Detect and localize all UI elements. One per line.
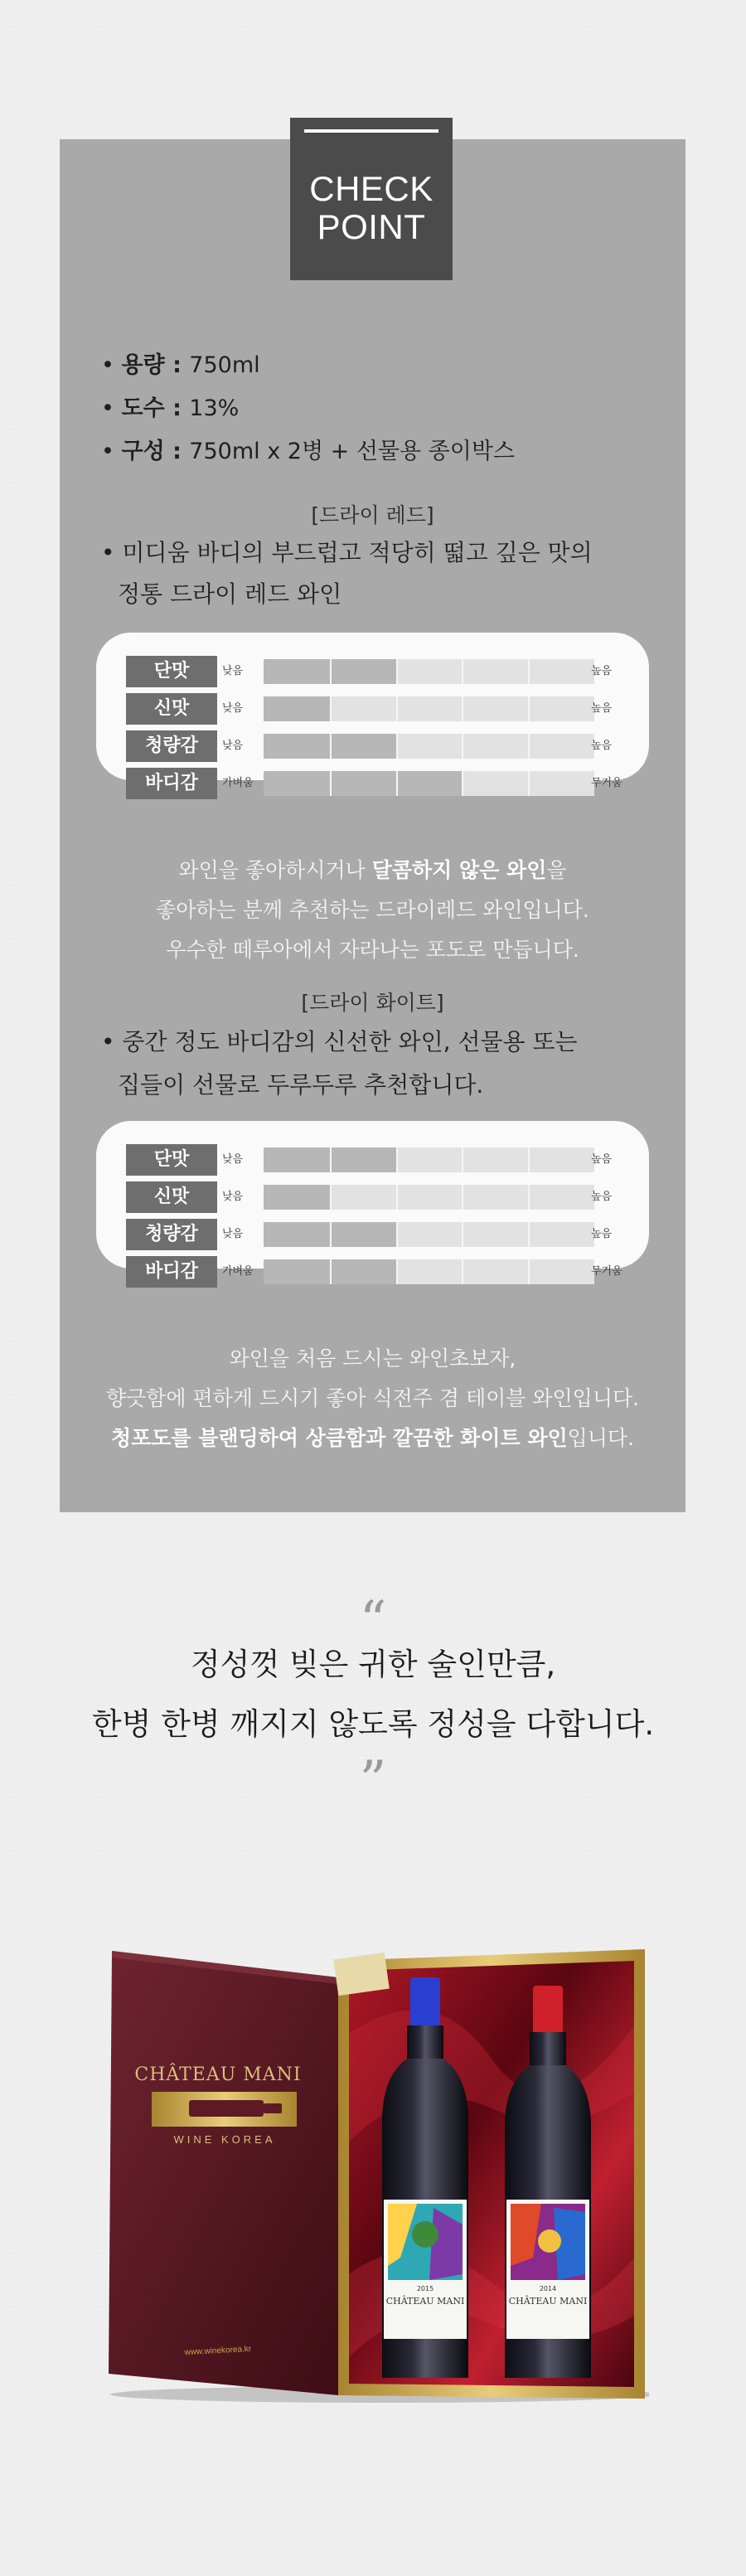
red-paragraph-line2: 좋아하는 분께 추천하는 드라이레드 와인입니다. (156, 898, 589, 922)
taste-bar-divider (528, 1185, 530, 1210)
white-desc-line2: 집들이 선물로 두루두루 추천합니다. (118, 1071, 484, 1099)
taste-row (126, 1256, 623, 1288)
white-paragraph-line1: 와인을 처음 드시는 와인초보자, (229, 1346, 516, 1370)
taste-bar-divider (330, 771, 332, 796)
taste-level-bar (264, 659, 594, 684)
taste-bar-divider (396, 696, 398, 721)
taste-row (126, 1181, 623, 1213)
taste-label: 단맛 (126, 1144, 217, 1176)
badge-bar (304, 129, 438, 133)
taste-level-bar (264, 1147, 594, 1172)
bottle-2-year: 2014 (539, 2285, 557, 2292)
white-desc-line1: • 중간 정도 바디감의 신선한 와인, 선물용 또는 (101, 1028, 578, 1055)
taste-bar-divider (528, 771, 530, 796)
taste-label: 신맛 (126, 693, 217, 725)
taste-high-label: 높음 (591, 702, 613, 715)
red-section-title: [드라이 레드] (311, 503, 434, 527)
taste-low-label: 가벼움 (222, 777, 254, 789)
quote-line1: 정성껏 빚은 귀한 술인만큼, (190, 1647, 556, 1682)
taste-high-label: 무거움 (591, 777, 622, 789)
taste-bar-divider (528, 1222, 530, 1247)
taste-low-label: 낮음 (222, 702, 244, 715)
badge-line2: POINT (317, 207, 426, 246)
box-brand-text: CHÂTEAU MANI (134, 2064, 302, 2085)
taste-bar-divider (330, 696, 332, 721)
spec-volume: • 용량 : 750ml (101, 352, 260, 378)
taste-bar-divider (396, 1222, 398, 1247)
bottle-1-brand: CHÂTEAU MANI (385, 2296, 465, 2307)
bottle-2-brand: CHÂTEAU MANI (508, 2296, 588, 2307)
taste-bar-divider (528, 696, 530, 721)
product-gift-box-image (102, 1926, 649, 2405)
box-sub-text: WINE KOREA (173, 2133, 276, 2146)
taste-bar-divider (330, 1185, 332, 1210)
taste-low-label: 낮음 (222, 665, 244, 677)
taste-bar-divider (462, 1259, 463, 1284)
open-quote-icon: “ (359, 1590, 387, 1652)
white-section-title: [드라이 화이트] (301, 991, 444, 1015)
check-point-panel (60, 139, 685, 1512)
taste-bar-divider (528, 1147, 530, 1172)
taste-high-label: 높음 (591, 740, 613, 752)
taste-row (126, 730, 623, 762)
taste-bar-divider (462, 1185, 463, 1210)
box-lid (109, 1951, 338, 2395)
taste-bar-divider (396, 771, 398, 796)
taste-level-fill (264, 696, 330, 721)
quote-line2: 한병 한병 깨지지 않도록 정성을 다합니다. (91, 1706, 655, 1742)
taste-bar-divider (462, 659, 463, 684)
taste-high-label: 높음 (591, 665, 613, 677)
taste-level-bar (264, 1222, 594, 1247)
taste-label: 바디감 (126, 1256, 217, 1288)
taste-level-bar (264, 1185, 594, 1210)
taste-bar-divider (528, 659, 530, 684)
taste-bar-divider (330, 1259, 332, 1284)
taste-bar-divider (528, 734, 530, 759)
taste-bar-divider (462, 696, 463, 721)
taste-label: 신맛 (126, 1181, 217, 1213)
red-taste-chart (96, 633, 649, 793)
taste-low-label: 낮음 (222, 1191, 244, 1203)
white-taste-chart (96, 1121, 649, 1282)
spec-abv: • 도수 : 13% (101, 395, 240, 421)
taste-low-label: 낮음 (222, 1228, 244, 1240)
taste-low-label: 낮음 (222, 740, 244, 752)
red-desc-line1: • 미디움 바디의 부드럽고 적당히 떫고 깊은 맛의 (101, 539, 593, 566)
taste-high-label: 무거움 (591, 1265, 622, 1278)
taste-level-bar (264, 771, 594, 796)
taste-bar-divider (330, 1147, 332, 1172)
taste-label: 청량감 (126, 730, 217, 762)
taste-bar-divider (330, 734, 332, 759)
taste-bar-divider (462, 734, 463, 759)
spec-composition: • 구성 : 750ml x 2병 + 선물용 종이박스 (101, 439, 515, 464)
box-url-text: www.winekorea.kr (184, 2344, 252, 2358)
taste-label: 단맛 (126, 656, 217, 687)
taste-level-bar (264, 696, 594, 721)
taste-level-bar (264, 1259, 594, 1284)
taste-level-fill (264, 771, 462, 796)
taste-label: 청량감 (126, 1219, 217, 1250)
red-paragraph-line1: 와인을 좋아하시거나 달콤하지 않은 와인을 (178, 858, 567, 882)
bottle-1-year: 2015 (416, 2285, 434, 2292)
taste-bar-divider (462, 1222, 463, 1247)
taste-bar-divider (396, 1259, 398, 1284)
taste-bar-divider (462, 771, 463, 796)
taste-bar-divider (462, 1147, 463, 1172)
taste-high-label: 높음 (591, 1228, 613, 1240)
taste-bar-divider (396, 659, 398, 684)
taste-label: 바디감 (126, 768, 217, 799)
white-paragraph-line3: 청포도를 블랜딩하여 상큼함과 깔끔한 화이트 와인입니다. (110, 1426, 635, 1450)
taste-low-label: 낮음 (222, 1153, 244, 1166)
box-tag (333, 1953, 390, 1996)
taste-level-bar (264, 734, 594, 759)
taste-high-label: 높음 (591, 1153, 613, 1166)
taste-row (126, 656, 623, 687)
taste-bar-divider (330, 659, 332, 684)
taste-bar-divider (528, 1259, 530, 1284)
white-paragraph-line2: 향긋함에 편하게 드시기 좋아 식전주 겸 테이블 와인입니다. (105, 1386, 640, 1410)
taste-bar-divider (396, 1147, 398, 1172)
taste-bar-divider (396, 1185, 398, 1210)
taste-level-fill (264, 1185, 330, 1210)
taste-bar-divider (330, 1222, 332, 1247)
taste-row (126, 768, 623, 799)
red-paragraph-line3: 우수한 떼루아에서 자라나는 포도로 만듭니다. (166, 938, 579, 962)
badge-line1: CHECK (309, 169, 434, 208)
taste-row (126, 693, 623, 725)
taste-bar-divider (396, 734, 398, 759)
close-quote-icon: ” (359, 1750, 387, 1812)
taste-row (126, 1144, 623, 1176)
check-point-badge (290, 118, 453, 280)
taste-high-label: 높음 (591, 1191, 613, 1203)
red-desc-line2: 정통 드라이 레드 와인 (118, 580, 342, 608)
taste-row (126, 1219, 623, 1250)
taste-low-label: 가벼움 (222, 1265, 254, 1278)
